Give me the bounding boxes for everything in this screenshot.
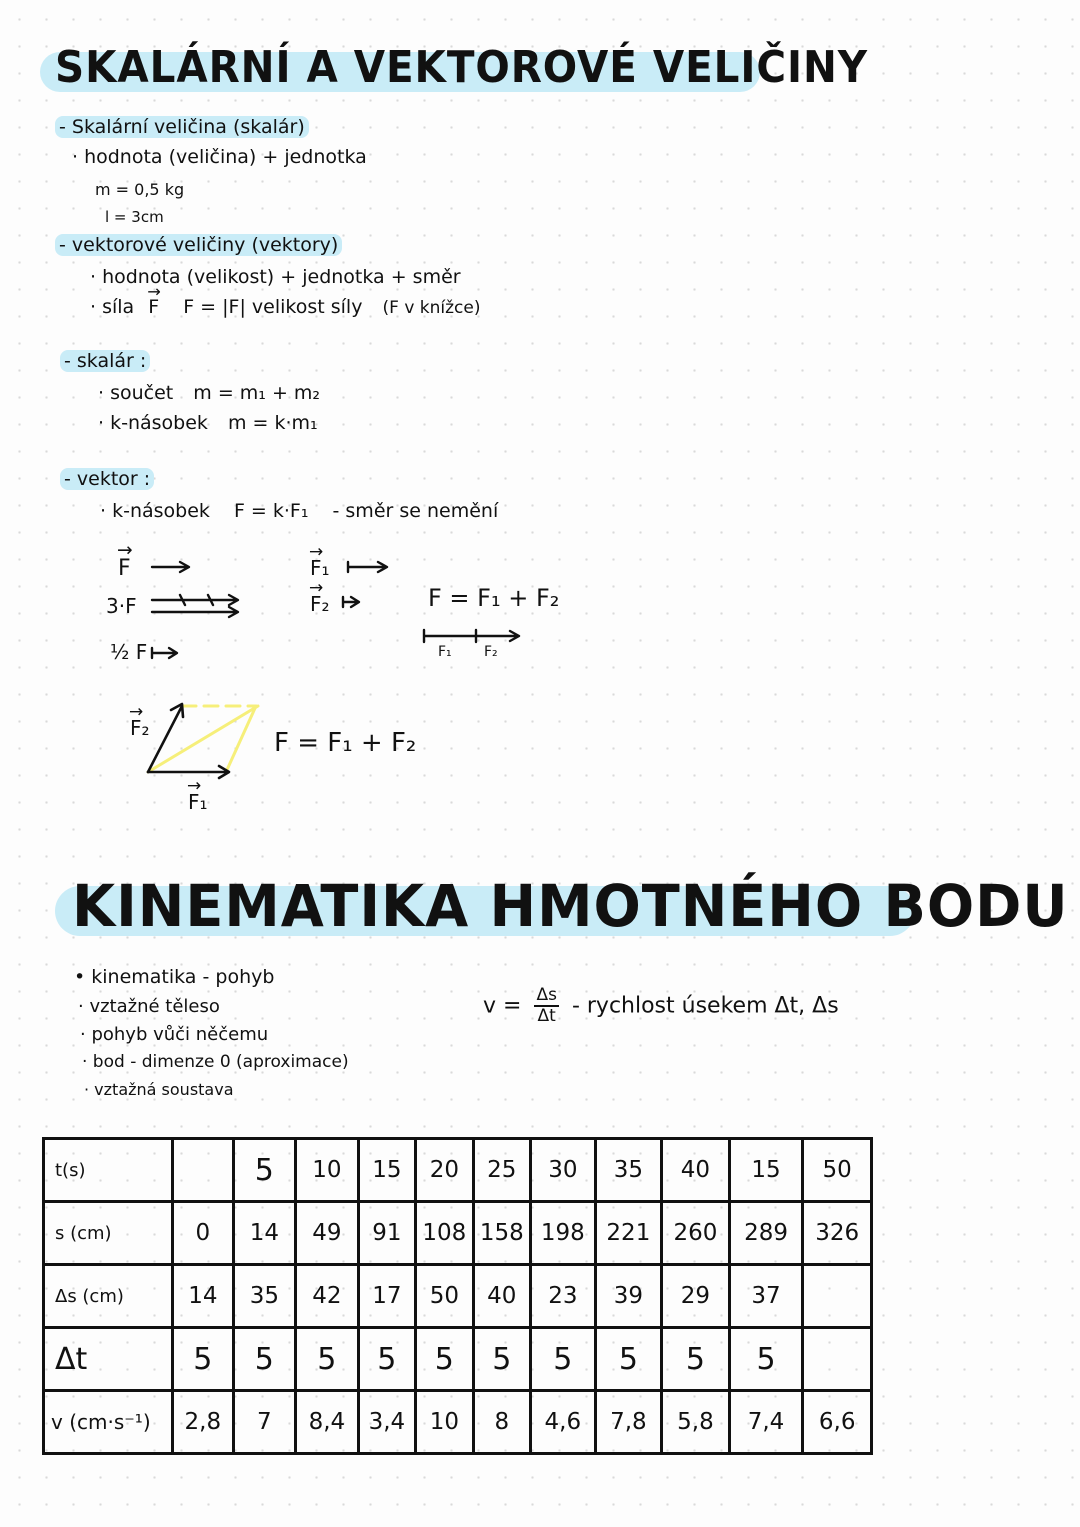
vector-multiple-label: · k-násobek — [100, 500, 210, 522]
table-cell: 5 — [173, 1328, 234, 1391]
table-row-delta-distance — [44, 1265, 872, 1328]
table-cell: 221 — [595, 1202, 662, 1265]
table-cell: 20 — [416, 1139, 473, 1202]
table-cell — [803, 1328, 872, 1391]
scalar-ops-heading: - skalár : — [60, 350, 150, 372]
kinematics-bullet-1: • kinematika - pohyb — [74, 966, 275, 988]
table-cell: 5 — [296, 1328, 359, 1391]
parallelogram-label-F1: → F₁ — [188, 790, 208, 814]
table-cell: 50 — [803, 1139, 872, 1202]
parallelogram-label-F2: → F₂ — [130, 716, 150, 740]
table-cell: 8 — [473, 1391, 530, 1454]
section-title-kinematics: KINEMATIKA HMOTNÉHO BODU — [72, 872, 1069, 940]
table-cell: 42 — [296, 1265, 359, 1328]
section-title-scalars-vectors: SKALÁRNÍ A VEKTOROVÉ VELIČINY — [55, 42, 869, 93]
table-cell: 5 — [233, 1139, 296, 1202]
force-vector-symbol: → F — [148, 296, 159, 318]
vector-multiple-formula: F = k·F₁ — [233, 500, 309, 522]
vector-heading: - vektorové veličiny (vektory) — [55, 234, 342, 256]
table-cell: 5 — [416, 1328, 473, 1391]
table-cell: 7,8 — [595, 1391, 662, 1454]
table-cell: 8,4 — [296, 1391, 359, 1454]
diagram-label-half-F: ½ F — [110, 640, 148, 664]
table-cell: 17 — [358, 1265, 415, 1328]
row-label-delta-time: Δt — [44, 1328, 173, 1391]
table-row-time — [44, 1139, 872, 1202]
scalar-multiple-label: · k-násobek — [98, 412, 208, 434]
diagram-label-3F: 3·F — [106, 594, 137, 618]
table-cell: 3,4 — [358, 1391, 415, 1454]
table-cell: 7 — [233, 1391, 296, 1454]
table-row-distance — [44, 1202, 872, 1265]
table-cell: 15 — [729, 1139, 803, 1202]
scalar-definition: · hodnota (veličina) + jednotka — [72, 146, 367, 168]
table-cell — [173, 1139, 234, 1202]
table-cell: 5 — [233, 1328, 296, 1391]
table-row-delta-time — [44, 1328, 872, 1391]
vector-multiple-note: - směr se nemění — [332, 500, 499, 522]
diagram-sum-formula: F = F₁ + F₂ — [428, 584, 560, 612]
force-note: (F v knížce) — [382, 298, 481, 318]
diagram-label-F1: → F₁ — [310, 556, 330, 580]
example-length: l = 3cm — [105, 208, 164, 226]
arrow-F — [152, 562, 189, 572]
diagram-label-F2: → F₂ — [310, 592, 330, 616]
table-cell: 23 — [531, 1265, 596, 1328]
kinematics-bullet-4: · bod - dimenze 0 (aproximace) — [82, 1052, 349, 1072]
table-cell: 5 — [595, 1328, 662, 1391]
table-cell: 35 — [595, 1139, 662, 1202]
kinematics-bullet-2: · vztažné těleso — [78, 996, 220, 1017]
kinematics-bullet-5: · vztažná soustava — [84, 1080, 234, 1099]
arrow-3F-bottom — [152, 607, 238, 617]
table-cell — [803, 1265, 872, 1328]
table-cell: 158 — [473, 1202, 530, 1265]
parallelogram-sum-formula: F = F₁ + F₂ — [274, 728, 417, 758]
table-cell: 15 — [358, 1139, 415, 1202]
diagram-segment-F2: F₂ — [484, 644, 498, 660]
diagram-segment-F1: F₁ — [438, 644, 452, 660]
table-cell: 7,4 — [729, 1391, 803, 1454]
row-label-distance: s (cm) — [44, 1202, 173, 1265]
table-cell: 30 — [531, 1139, 596, 1202]
velocity-description: - rychlost úsekem Δt, Δs — [571, 993, 839, 1019]
vector-ops-heading: - vektor : — [60, 468, 154, 490]
table-cell: 4,6 — [531, 1391, 596, 1454]
table-cell: 29 — [662, 1265, 730, 1328]
force-prefix: · síla — [90, 296, 135, 318]
table-cell: 5 — [662, 1328, 730, 1391]
scalar-sum-formula: m = m₁ + m₂ — [193, 382, 321, 404]
scalar-heading: - Skalární veličina (skalár) — [55, 116, 309, 138]
force-magnitude: F = |F| velikost síly — [183, 296, 363, 318]
arrow-F2 — [343, 597, 359, 607]
velocity-fraction — [534, 986, 559, 1026]
table-cell: 39 — [595, 1265, 662, 1328]
table-cell: 10 — [416, 1391, 473, 1454]
table-cell: 10 — [296, 1139, 359, 1202]
row-label-velocity: v (cm·s⁻¹) — [44, 1391, 173, 1454]
table-cell: 2,8 — [173, 1391, 234, 1454]
arrow-sum-segment — [424, 630, 519, 642]
table-cell: 198 — [531, 1202, 596, 1265]
table-cell: 37 — [729, 1265, 803, 1328]
row-label-time: t(s) — [44, 1139, 173, 1202]
table-cell: 14 — [233, 1202, 296, 1265]
table-cell: 0 — [173, 1202, 234, 1265]
vector-definition: · hodnota (velikost) + jednotka + směr — [90, 266, 461, 288]
diagram-label-F: → F — [118, 556, 131, 581]
kinematics-table — [42, 1137, 873, 1455]
table-cell: 40 — [662, 1139, 730, 1202]
table-row-velocity — [44, 1391, 872, 1454]
table-cell: 49 — [296, 1202, 359, 1265]
example-mass: m = 0,5 kg — [95, 180, 185, 199]
table-cell: 5,8 — [662, 1391, 730, 1454]
scalar-sum-label: · součet — [98, 382, 174, 404]
table-cell: 25 — [473, 1139, 530, 1202]
table-cell: 6,6 — [803, 1391, 872, 1454]
table-cell: 35 — [233, 1265, 296, 1328]
kinematics-bullet-3: · pohyb vůči něčemu — [80, 1024, 269, 1045]
table-cell: 5 — [531, 1328, 596, 1391]
table-cell: 91 — [358, 1202, 415, 1265]
velocity-denominator: Δt — [537, 1006, 556, 1026]
parallelogram-arrow-F1 — [148, 766, 229, 778]
arrow-F1 — [348, 562, 387, 572]
table-cell: 260 — [662, 1202, 730, 1265]
velocity-formula — [483, 986, 839, 1026]
table-cell: 5 — [473, 1328, 530, 1391]
table-cell: 326 — [803, 1202, 872, 1265]
table-cell: 50 — [416, 1265, 473, 1328]
row-label-delta-distance: Δs (cm) — [44, 1265, 173, 1328]
velocity-v: v = — [483, 993, 522, 1019]
scalar-multiple-formula: m = k·m₁ — [227, 412, 318, 434]
table-cell: 289 — [729, 1202, 803, 1265]
table-cell: 40 — [473, 1265, 530, 1328]
table-cell: 5 — [358, 1328, 415, 1391]
table-cell: 108 — [416, 1202, 473, 1265]
velocity-numerator: Δs — [536, 985, 557, 1005]
table-cell: 5 — [729, 1328, 803, 1391]
table-cell: 14 — [173, 1265, 234, 1328]
arrow-half-F — [152, 648, 177, 658]
arrow-3F-top — [152, 595, 238, 605]
